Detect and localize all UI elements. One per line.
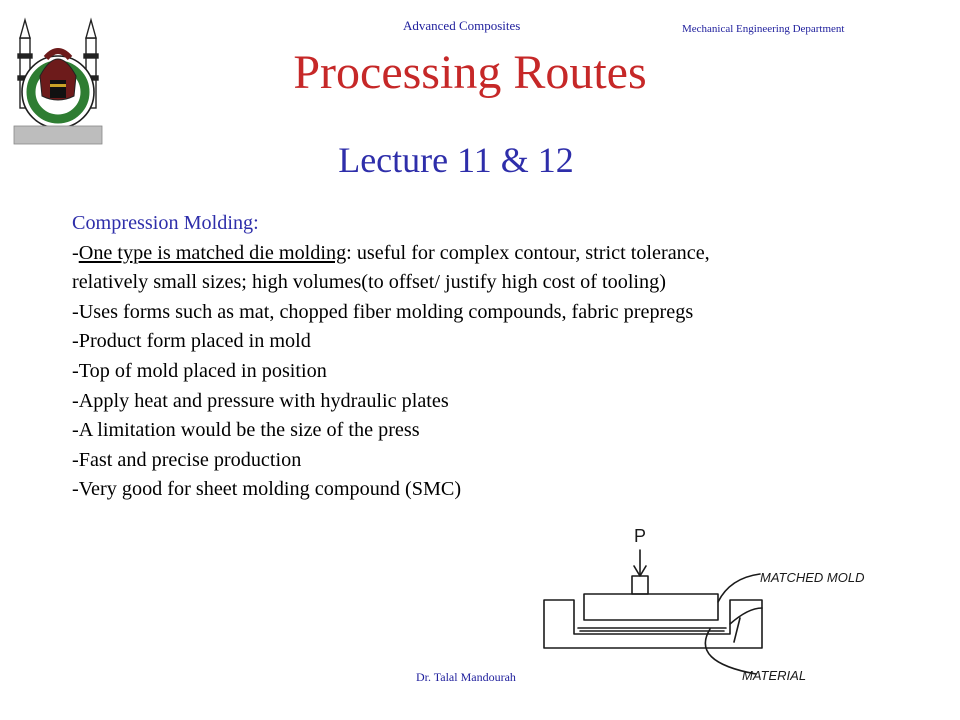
- page-title: Processing Routes: [293, 46, 647, 99]
- upper-mold-icon: [584, 594, 718, 620]
- lecture-subtitle: Lecture 11 & 12: [338, 140, 574, 180]
- body-line-first: [72, 239, 932, 269]
- material-label: MATERIAL: [742, 668, 807, 683]
- underlined-phrase: One type is matched die molding: [78, 241, 347, 264]
- bullet-line: -Product form placed in mold: [72, 330, 311, 353]
- bullet-line: -A limitation would be the size of the press: [72, 419, 420, 442]
- bullet-line: -Fast and precise production: [72, 448, 302, 471]
- mold-label: MATCHED MOLD: [760, 570, 865, 585]
- body-line-continuation: relatively small sizes; high volumes(to offset/ justify high cost of tooling): [72, 271, 666, 294]
- matched-mold-sketch: [530, 512, 920, 712]
- course-name: Advanced Composites: [403, 18, 521, 33]
- bullet-line: -Very good for sheet molding compound (SMC): [72, 478, 462, 501]
- section-heading: Compression Molding:: [72, 212, 259, 234]
- department-name: Mechanical Engineering Department: [682, 23, 845, 35]
- force-label: P: [634, 526, 647, 546]
- footer-author: Dr. Talal Mandourah: [416, 670, 516, 684]
- bullet-line: -Top of mold placed in position: [72, 359, 327, 382]
- first-line-rest: : useful for complex contour, strict tolerance,: [346, 241, 710, 264]
- bullet-line: -Uses forms such as mat, chopped fiber molding compounds, fabric prepregs: [72, 300, 694, 323]
- slide-body: [72, 209, 932, 505]
- bullet-line: -Apply heat and pressure with hydraulic plates: [72, 389, 449, 412]
- dash-prefix: -: [72, 241, 79, 264]
